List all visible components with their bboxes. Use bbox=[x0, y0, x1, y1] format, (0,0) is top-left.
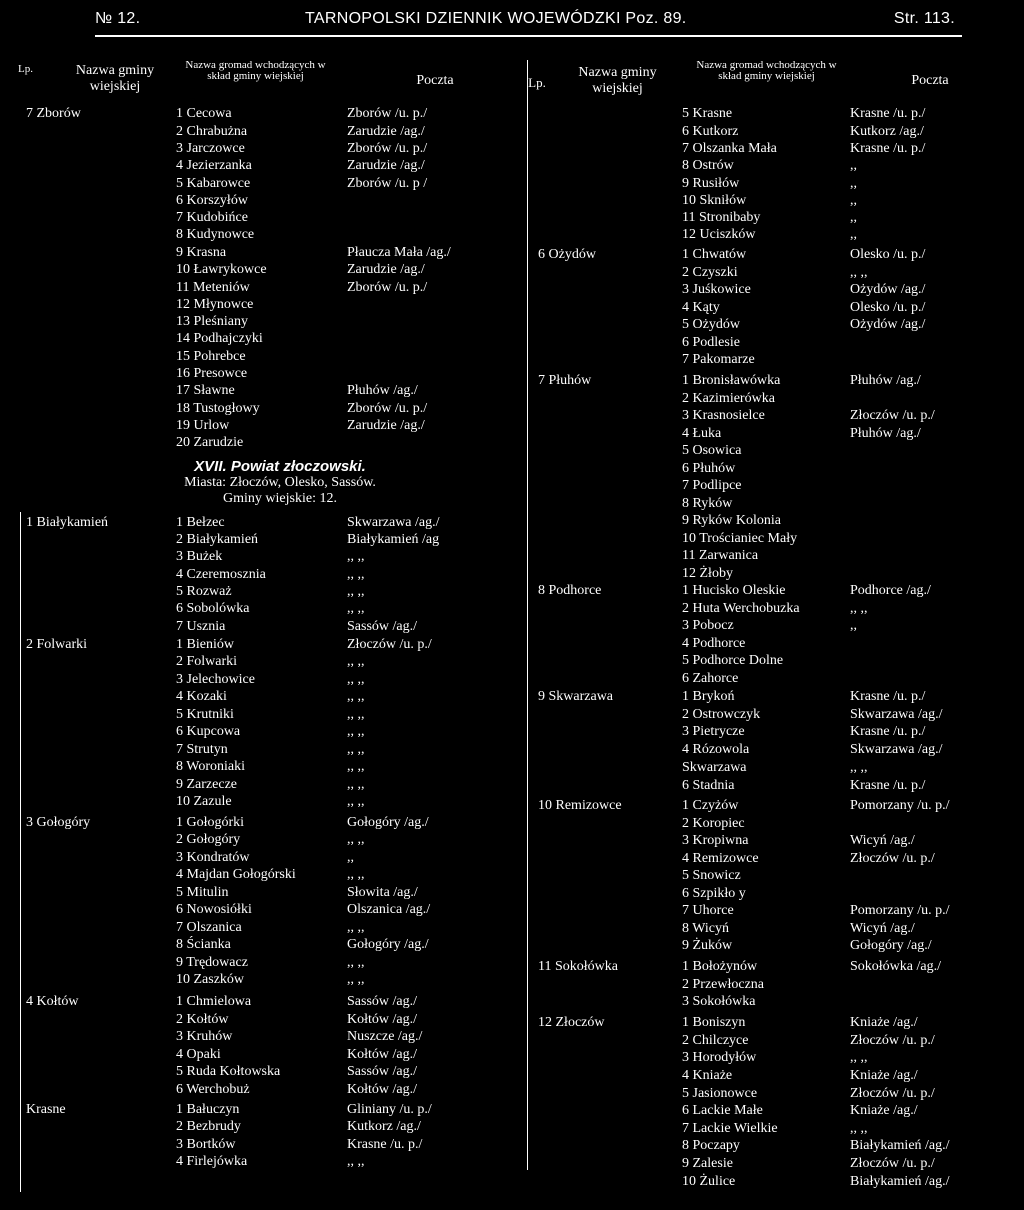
right-gromada-name: 2 Chilczyce bbox=[682, 1033, 749, 1048]
right-poczta: Olesko /u. p./ bbox=[850, 247, 926, 262]
left-gromada-name: 4 Kozaki bbox=[176, 689, 227, 704]
left-poczta: Zarudzie /ag./ bbox=[347, 124, 425, 139]
right-gmina-name: 9 Skwarzawa bbox=[538, 689, 614, 704]
right-gromada-name: 4 Podhorce bbox=[682, 636, 746, 651]
right-gromada-name: 11 Stronibaby bbox=[682, 210, 761, 225]
left-gromada-name: 9 Zarzecze bbox=[176, 777, 237, 792]
left-gromada-name: 17 Sławne bbox=[176, 383, 235, 398]
right-gromada-name: 5 Krasne bbox=[682, 106, 733, 121]
right-head-poczta: Poczta bbox=[911, 73, 949, 88]
left-gromada-name: 3 Kruhów bbox=[176, 1029, 233, 1044]
left-gromada-name: 8 Kudynowce bbox=[176, 227, 255, 242]
right-poczta: Białykamień /ag./ bbox=[850, 1138, 950, 1153]
right-gromada-name: 4 Kniaże bbox=[682, 1068, 733, 1083]
right-gromada-name: 12 Żłoby bbox=[682, 566, 733, 581]
left-poczta: Olszanica /ag./ bbox=[347, 902, 431, 917]
left-poczta: Zarudzie /ag./ bbox=[347, 158, 425, 173]
left-gromada-name: 3 Kondratów bbox=[176, 850, 250, 865]
left-gromada-name: 14 Podhajczyki bbox=[176, 331, 263, 346]
right-gmina-name: 10 Remizowce bbox=[538, 798, 622, 813]
left-gromada-name: 7 Olszanica bbox=[176, 920, 242, 935]
left-gromada-name: 4 Firlejówka bbox=[176, 1154, 248, 1169]
left-poczta: ,, ,, bbox=[347, 567, 365, 582]
right-poczta: ,, bbox=[850, 158, 857, 173]
left-poczta: Sassów /ag./ bbox=[347, 619, 417, 634]
right-gromada-name: 9 Żuków bbox=[682, 938, 733, 953]
left-gromada-name: 4 Czeremosznia bbox=[176, 567, 266, 582]
right-poczta: Gołogóry /ag./ bbox=[850, 938, 932, 953]
right-poczta: ,, bbox=[850, 618, 857, 633]
right-gromada-name: Skwarzawa bbox=[682, 760, 747, 775]
left-poczta: Zborów /u. p./ bbox=[347, 141, 428, 156]
right-poczta: Wicyń /ag./ bbox=[850, 833, 915, 848]
left-gromada-name: 2 Bezbrudy bbox=[176, 1119, 241, 1134]
district-towns: Miasta: Złoczów, Olesko, Sassów. bbox=[184, 475, 376, 490]
right-poczta: ,, bbox=[850, 193, 857, 208]
left-gromada-name: 8 Woroniaki bbox=[176, 759, 245, 774]
left-poczta: Kutkorz /ag./ bbox=[347, 1119, 421, 1134]
left-poczta: ,, ,, bbox=[347, 759, 365, 774]
left-poczta: Krasne /u. p./ bbox=[347, 1137, 423, 1152]
left-gromada-name: 2 Gołogóry bbox=[176, 832, 241, 847]
left-poczta: ,, ,, bbox=[347, 689, 365, 704]
right-gromada-name: 5 Osowica bbox=[682, 443, 742, 458]
right-poczta: Złoczów /u. p./ bbox=[850, 1086, 935, 1101]
left-gromada-name: 6 Kupcowa bbox=[176, 724, 241, 739]
left-poczta: ,, ,, bbox=[347, 549, 365, 564]
left-poczta: Słowita /ag./ bbox=[347, 885, 418, 900]
right-poczta: ,, ,, bbox=[850, 1121, 868, 1136]
right-gromada-name: 1 Bronisławówka bbox=[682, 373, 781, 388]
left-gromada-name: 16 Presowce bbox=[176, 366, 248, 381]
left-gromada-name: 3 Jarczowce bbox=[176, 141, 245, 156]
right-gmina-name: 11 Sokołówka bbox=[538, 959, 618, 974]
right-poczta: Ożydów /ag./ bbox=[850, 317, 926, 332]
left-poczta: ,, ,, bbox=[347, 867, 365, 882]
right-poczta: ,, ,, bbox=[850, 760, 868, 775]
right-gmina-name: 7 Płuhów bbox=[538, 373, 592, 388]
right-gromada-name: 7 Uhorce bbox=[682, 903, 734, 918]
header-rule bbox=[95, 35, 962, 37]
left-gromada-name: 2 Chrabużna bbox=[176, 124, 248, 139]
left-poczta: Skwarzawa /ag./ bbox=[347, 515, 440, 530]
right-gromada-name: 10 Trościaniec Mały bbox=[682, 531, 798, 546]
right-gromada-name: 1 Bołożynów bbox=[682, 959, 758, 974]
left-gromada-name: 3 Bużek bbox=[176, 549, 223, 564]
left-gromada-name: 5 Kabarowce bbox=[176, 176, 251, 191]
right-gromada-name: 2 Czyszki bbox=[682, 265, 738, 280]
left-poczta: ,, bbox=[347, 850, 354, 865]
right-gromada-name: 12 Uciszków bbox=[682, 227, 756, 242]
right-poczta: Skwarzawa /ag./ bbox=[850, 707, 943, 722]
right-gromada-name: 6 Stadnia bbox=[682, 778, 735, 793]
column-divider bbox=[527, 60, 528, 1170]
right-head-lp: Lp. bbox=[528, 75, 546, 90]
left-gromada-name: 9 Trędowacz bbox=[176, 955, 248, 970]
left-poczta: Zborów /u. p./ bbox=[347, 280, 428, 295]
right-gromada-name: 1 Boniszyn bbox=[682, 1015, 746, 1030]
right-gromada-name: 4 Rózowola bbox=[682, 742, 750, 757]
left-gromada-name: 5 Rozważ bbox=[176, 584, 232, 599]
left-poczta: ,, ,, bbox=[347, 654, 365, 669]
right-gmina-name: 12 Złoczów bbox=[538, 1015, 605, 1030]
right-gromada-name: 3 Kropiwna bbox=[682, 833, 749, 848]
right-gromada-name: 4 Łuka bbox=[682, 426, 722, 441]
left-poczta: Białykamień /ag bbox=[347, 532, 440, 547]
right-poczta: Kutkorz /ag./ bbox=[850, 124, 924, 139]
left-poczta: Gliniany /u. p./ bbox=[347, 1102, 432, 1117]
left-gromada-name: 13 Pleśniany bbox=[176, 314, 248, 329]
right-gromada-name: 6 Podlesie bbox=[682, 335, 740, 350]
right-poczta: Skwarzawa /ag./ bbox=[850, 742, 943, 757]
right-gromada-name: 1 Brykoń bbox=[682, 689, 735, 704]
left-poczta: Gołogóry /ag./ bbox=[347, 815, 429, 830]
right-poczta: Olesko /u. p./ bbox=[850, 300, 926, 315]
left-poczta: Kołtów /ag./ bbox=[347, 1012, 417, 1027]
right-gromada-name: 8 Ryków bbox=[682, 496, 733, 511]
right-poczta: Pomorzany /u. p./ bbox=[850, 798, 950, 813]
left-poczta: ,, ,, bbox=[347, 955, 365, 970]
left-gromada-name: 5 Ruda Kołtowska bbox=[176, 1064, 281, 1079]
right-poczta: Kniaże /ag./ bbox=[850, 1103, 918, 1118]
right-poczta: Kniaże /ag./ bbox=[850, 1068, 918, 1083]
left-poczta: Zarudzie /ag./ bbox=[347, 262, 425, 277]
left-gromada-name: 1 Bełzec bbox=[176, 515, 225, 530]
right-poczta: Pomorzany /u. p./ bbox=[850, 903, 950, 918]
left-head-gromady: Nazwa gromad wchodzących w skład gminy wiejskiej bbox=[185, 59, 326, 82]
left-poczta: Kołtów /ag./ bbox=[347, 1082, 417, 1097]
district-section bbox=[120, 458, 440, 507]
left-gmina-name: 1 Białykamień bbox=[26, 515, 109, 530]
left-gmina-name: 3 Gołogóry bbox=[26, 815, 91, 830]
left-poczta: ,, ,, bbox=[347, 742, 365, 757]
left-gromada-name: 8 Ścianka bbox=[176, 937, 231, 952]
left-gmina-name: Krasne bbox=[26, 1102, 66, 1117]
right-gromada-name: 10 Skniłów bbox=[682, 193, 747, 208]
left-gromada-name: 1 Bałuczyn bbox=[176, 1102, 240, 1117]
right-poczta: Płuhów /ag./ bbox=[850, 373, 921, 388]
right-head-gromady: Nazwa gromad wchodzących w skład gminy wiejskiej bbox=[696, 59, 837, 82]
right-gromada-name: 3 Pietrycze bbox=[682, 724, 745, 739]
right-poczta: Sokołówka /ag./ bbox=[850, 959, 941, 974]
right-gromada-name: 8 Ostrów bbox=[682, 158, 734, 173]
left-poczta: Zarudzie /ag./ bbox=[347, 418, 425, 433]
right-gromada-name: 6 Płuhów bbox=[682, 461, 736, 476]
left-gromada-name: 2 Kołtów bbox=[176, 1012, 229, 1027]
right-gromada-name: 1 Czyżów bbox=[682, 798, 739, 813]
right-poczta: Krasne /u. p./ bbox=[850, 724, 926, 739]
page-number: Str. 113. bbox=[893, 10, 955, 27]
left-gromada-name: 2 Folwarki bbox=[176, 654, 238, 669]
left-poczta: Zborów /u. p / bbox=[347, 176, 428, 191]
right-gromada-name: 2 Ostrowczyk bbox=[682, 707, 761, 722]
right-poczta: ,, ,, bbox=[850, 1050, 868, 1065]
left-gromada-name: 1 Gołogórki bbox=[176, 815, 245, 830]
right-poczta: Krasne /u. p./ bbox=[850, 141, 926, 156]
right-poczta: Krasne /u. p./ bbox=[850, 106, 926, 121]
right-poczta: Krasne /u. p./ bbox=[850, 689, 926, 704]
right-poczta: Złoczów /u. p./ bbox=[850, 1033, 935, 1048]
right-poczta: ,, bbox=[850, 210, 857, 225]
left-gromada-name: 7 Usznia bbox=[176, 619, 226, 634]
left-margin-line bbox=[20, 512, 21, 1192]
right-gromada-name: 7 Olszanka Mała bbox=[682, 141, 777, 156]
right-head-gmina: Nazwa gminy wiejskiej bbox=[578, 65, 657, 96]
right-gromada-name: 9 Zalesie bbox=[682, 1156, 733, 1171]
right-gromada-name: 3 Krasnosielce bbox=[682, 408, 765, 423]
right-gromada-name: 8 Wicyń bbox=[682, 921, 730, 936]
left-poczta: Złoczów /u. p./ bbox=[347, 637, 432, 652]
left-poczta: Kołtów /ag./ bbox=[347, 1047, 417, 1062]
left-head-poczta: Poczta bbox=[416, 73, 454, 88]
left-poczta: Zborów /u. p./ bbox=[347, 401, 428, 416]
left-gromada-name: 6 Werchobuż bbox=[176, 1082, 250, 1097]
left-poczta: ,, ,, bbox=[347, 672, 365, 687]
page-header bbox=[95, 10, 965, 38]
left-gromada-name: 1 Cecowa bbox=[176, 106, 232, 121]
right-gromada-name: 5 Jasionowce bbox=[682, 1086, 758, 1101]
right-gromada-name: 6 Szpikło y bbox=[682, 886, 746, 901]
right-poczta: Złoczów /u. p./ bbox=[850, 851, 935, 866]
right-gromada-name: 9 Rusiłów bbox=[682, 176, 740, 191]
left-poczta: Zborów /u. p./ bbox=[347, 106, 428, 121]
left-gromada-name: 10 Zaszków bbox=[176, 972, 245, 987]
issue-number: № 12. bbox=[95, 10, 141, 27]
right-poczta: ,, ,, bbox=[850, 265, 868, 280]
right-gromada-name: 11 Zarwanica bbox=[682, 548, 759, 563]
journal-title: TARNOPOLSKI DZIENNIK WOJEWÓDZKI Poz. 89. bbox=[305, 10, 687, 27]
right-gmina-name: 6 Ożydów bbox=[538, 247, 596, 262]
right-gromada-name: 4 Kąty bbox=[682, 300, 720, 315]
right-gromada-name: 9 Ryków Kolonia bbox=[682, 513, 781, 528]
left-poczta: ,, ,, bbox=[347, 832, 365, 847]
right-gromada-name: 3 Juśkowice bbox=[682, 282, 751, 297]
left-gmina-name: 7 Zborów bbox=[26, 106, 81, 121]
right-gromada-name: 7 Pakomarze bbox=[682, 352, 755, 367]
left-poczta: ,, ,, bbox=[347, 920, 365, 935]
left-gromada-name: 3 Bortków bbox=[176, 1137, 236, 1152]
right-gromada-name: 7 Lackie Wielkie bbox=[682, 1121, 778, 1136]
right-gromada-name: 2 Koropiec bbox=[682, 816, 745, 831]
left-poczta: ,, ,, bbox=[347, 777, 365, 792]
right-gromada-name: 6 Kutkorz bbox=[682, 124, 739, 139]
left-gromada-name: 4 Majdan Gołogórski bbox=[176, 867, 296, 882]
left-gmina-name: 4 Kołtów bbox=[26, 994, 79, 1009]
right-gromada-name: 7 Podlipce bbox=[682, 478, 742, 493]
left-poczta: Płuhów /ag./ bbox=[347, 383, 418, 398]
left-poczta: Płaucza Mała /ag./ bbox=[347, 245, 451, 260]
right-gromada-name: 3 Sokołówka bbox=[682, 994, 756, 1009]
right-gromada-name: 6 Lackie Małe bbox=[682, 1103, 763, 1118]
left-gmina-name: 2 Folwarki bbox=[26, 637, 88, 652]
right-gromada-name: 3 Horodyłów bbox=[682, 1050, 757, 1065]
left-poczta: Nuszcze /ag./ bbox=[347, 1029, 423, 1044]
left-gromada-name: 3 Jelechowice bbox=[176, 672, 255, 687]
right-gmina-name: 8 Podhorce bbox=[538, 583, 602, 598]
right-gromada-name: 1 Hucisko Oleskie bbox=[682, 583, 786, 598]
left-poczta: ,, ,, bbox=[347, 601, 365, 616]
left-gromada-name: 10 Zazule bbox=[176, 794, 232, 809]
left-gromada-name: 9 Krasna bbox=[176, 245, 227, 260]
district-gminy-count: Gminy wiejskie: 12. bbox=[223, 491, 337, 506]
left-poczta: Sassów /ag./ bbox=[347, 994, 417, 1009]
right-gromada-name: 10 Żulice bbox=[682, 1174, 736, 1189]
right-gromada-name: 5 Ożydów bbox=[682, 317, 740, 332]
right-poczta: Kniaże /ag./ bbox=[850, 1015, 918, 1030]
left-poczta: ,, ,, bbox=[347, 584, 365, 599]
left-gromada-name: 5 Krutniki bbox=[176, 707, 234, 722]
left-gromada-name: 19 Urlow bbox=[176, 418, 230, 433]
left-gromada-name: 4 Opaki bbox=[176, 1047, 221, 1062]
left-poczta: ,, ,, bbox=[347, 972, 365, 987]
right-gromada-name: 4 Remizowce bbox=[682, 851, 759, 866]
left-gromada-name: 6 Nowosiółki bbox=[176, 902, 252, 917]
left-head-gmina: Nazwa gminy wiejskiej bbox=[75, 63, 155, 94]
left-gromada-name: 6 Korszyłów bbox=[176, 193, 248, 208]
left-gromada-name: 18 Tustogłowy bbox=[176, 401, 260, 416]
left-gromada-name: 6 Sobolówka bbox=[176, 601, 250, 616]
right-poczta: ,, bbox=[850, 227, 857, 242]
left-poczta: ,, ,, bbox=[347, 724, 365, 739]
left-poczta: ,, ,, bbox=[347, 707, 365, 722]
left-gromada-name: 1 Bieniów bbox=[176, 637, 234, 652]
left-gromada-name: 1 Chmielowa bbox=[176, 994, 252, 1009]
left-gromada-name: 5 Mitulin bbox=[176, 885, 229, 900]
left-gromada-name: 10 Ławrykowce bbox=[176, 262, 267, 277]
left-poczta: ,, ,, bbox=[347, 1154, 365, 1169]
left-gromada-name: 4 Jezierzanka bbox=[176, 158, 252, 173]
right-poczta: Podhorce /ag./ bbox=[850, 583, 931, 598]
left-gromada-name: 15 Pohrebce bbox=[176, 349, 246, 364]
left-gromada-name: 7 Strutyn bbox=[176, 742, 228, 757]
district-title: XVII. Powiat złoczowski. bbox=[194, 458, 366, 475]
right-gromada-name: 8 Poczapy bbox=[682, 1138, 740, 1153]
right-poczta: ,, bbox=[850, 176, 857, 191]
left-gromada-name: 2 Białykamień bbox=[176, 532, 259, 547]
right-poczta: ,, ,, bbox=[850, 601, 868, 616]
left-poczta: ,, ,, bbox=[347, 794, 365, 809]
right-gromada-name: 6 Zahorce bbox=[682, 671, 739, 686]
right-gromada-name: 3 Pobocz bbox=[682, 618, 734, 633]
right-gromada-name: 2 Huta Werchobuzka bbox=[682, 601, 800, 616]
right-poczta: Ożydów /ag./ bbox=[850, 282, 926, 297]
left-poczta: Sassów /ag./ bbox=[347, 1064, 417, 1079]
right-poczta: Białykamień /ag./ bbox=[850, 1174, 950, 1189]
right-gromada-name: 5 Snowicz bbox=[682, 868, 741, 883]
right-poczta: Płuhów /ag./ bbox=[850, 426, 921, 441]
left-gromada-name: 20 Zarudzie bbox=[176, 435, 244, 450]
right-poczta: Złoczów /u. p./ bbox=[850, 1156, 935, 1171]
left-gromada-name: 7 Kudobińce bbox=[176, 210, 248, 225]
right-poczta: Krasne /u. p./ bbox=[850, 778, 926, 793]
right-gromada-name: 2 Kazimierówka bbox=[682, 391, 775, 406]
right-gromada-name: 2 Przewłoczna bbox=[682, 977, 765, 992]
left-gromada-name: 11 Meteniów bbox=[176, 280, 250, 295]
right-gromada-name: 5 Podhorce Dolne bbox=[682, 653, 784, 668]
left-head-lp: Lp. bbox=[18, 63, 33, 75]
right-gromada-name: 1 Chwatów bbox=[682, 247, 747, 262]
left-poczta: Gołogóry /ag./ bbox=[347, 937, 429, 952]
left-gromada-name: 12 Młynowce bbox=[176, 297, 254, 312]
right-poczta: Wicyń /ag./ bbox=[850, 921, 915, 936]
right-poczta: Złoczów /u. p./ bbox=[850, 408, 935, 423]
